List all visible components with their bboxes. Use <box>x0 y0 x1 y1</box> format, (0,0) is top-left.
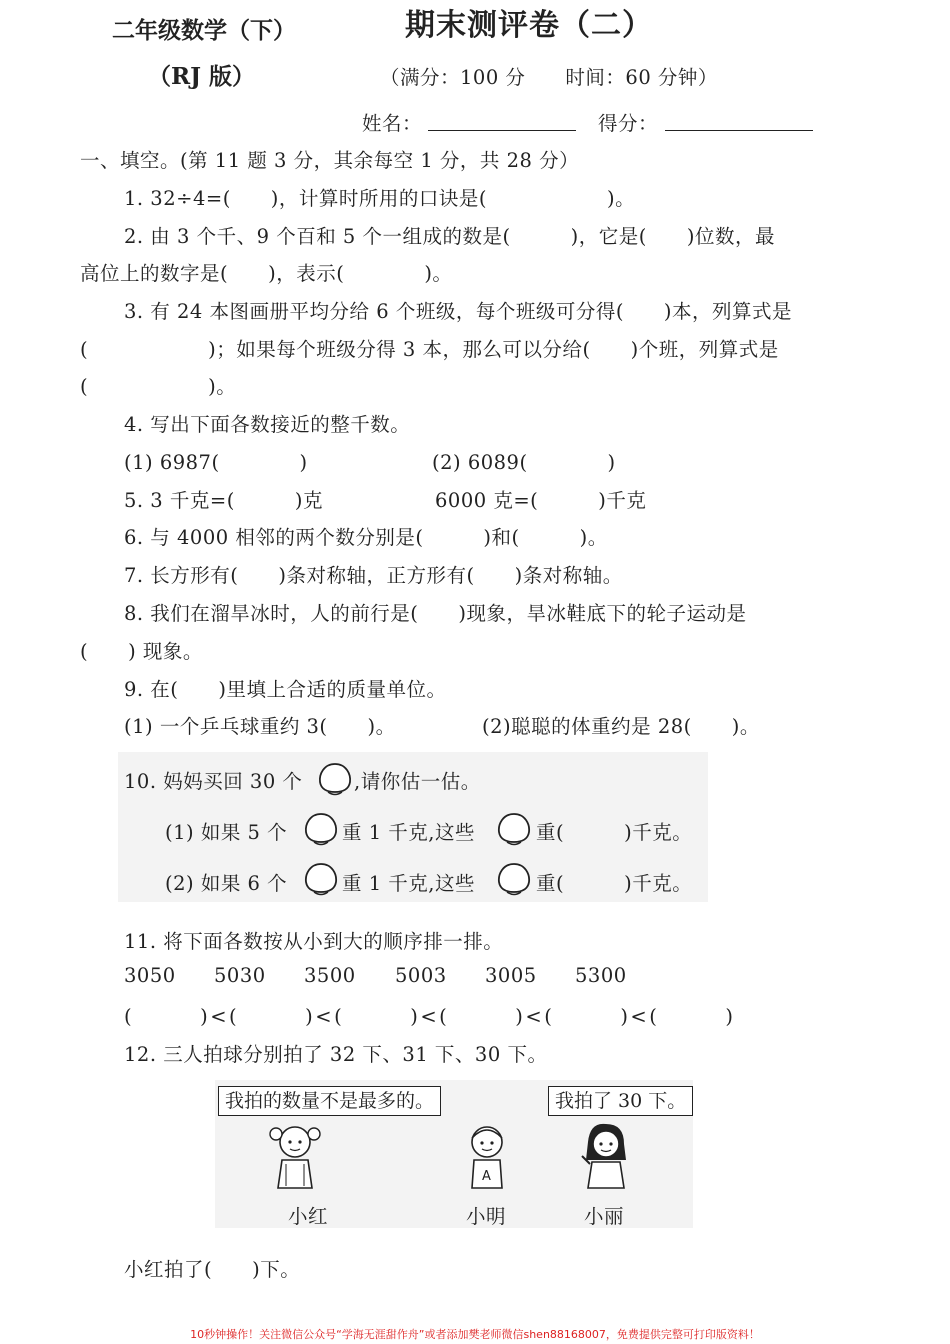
question-10-2b: 重 1 千克,这些 <box>342 872 476 895</box>
peach-icon <box>495 808 533 848</box>
question-10a: 10. 妈妈买回 30 个 <box>124 770 303 793</box>
question-2-line2: 高位上的数字是( )，表示( )。 <box>80 262 453 285</box>
peach-icon <box>495 858 533 898</box>
question-4b: (2) 6089( ) <box>432 451 616 474</box>
kid-name-xiaoming: 小明 <box>466 1205 507 1228</box>
question-12: 12. 三人拍球分别拍了 32 下、31 下、30 下。 <box>124 1043 548 1066</box>
girl-xiaoli-icon <box>570 1116 640 1200</box>
footer-note: 10秒钟操作！关注微信公众号“学海无涯甜作舟”或者添加樊老师微信shen88168007，免费提供完整可打印版资料！ <box>190 1328 760 1341</box>
question-10-1c: 重( )千克。 <box>536 821 693 844</box>
name-label: 姓名： <box>362 112 423 135</box>
name-blank[interactable] <box>428 130 576 131</box>
question-5b: 6000 克=( )千克 <box>435 489 647 512</box>
kid-name-xiaohong: 小红 <box>288 1205 329 1228</box>
question-9a: (1) 一个乒乓球重约 3( )。 <box>124 715 396 738</box>
question-7: 7. 长方形有( )条对称轴，正方形有( )条对称轴。 <box>124 564 623 587</box>
question-10-1b: 重 1 千克,这些 <box>342 821 476 844</box>
question-4a: (1) 6987( ) <box>124 451 308 474</box>
kid-name-xiaoli: 小丽 <box>584 1205 625 1228</box>
question-3-line3: ( )。 <box>80 375 237 398</box>
section-heading: 一、填空。(第 11 题 3 分，其余每空 1 分，共 28 分） <box>80 149 580 172</box>
peach-icon <box>302 808 340 848</box>
question-9b: (2)聪聪的体重约是 28( )。 <box>482 715 760 738</box>
q11-number: 5003 <box>395 964 447 987</box>
q11-number: 5300 <box>575 964 627 987</box>
question-8-line2: ( ) 现象。 <box>80 640 203 663</box>
question-2-line1: 2. 由 3 个千、9 个百和 5 个一组成的数是( )，它是( )位数，最 <box>124 225 775 248</box>
question-12-answer: 小红拍了( )下。 <box>124 1258 301 1281</box>
grade-title: 二年级数学（下） <box>112 17 296 44</box>
question-9: 9. 在( )里填上合适的质量单位。 <box>124 678 447 701</box>
question-10-1a: (1) 如果 5 个 <box>165 821 288 844</box>
edition-label: （RJ 版） <box>148 63 256 90</box>
boy-xiaoming-icon <box>452 1118 522 1200</box>
score-label: 得分： <box>598 112 659 135</box>
question-3-line2: ( )；如果每个班级分得 3 本，那么可以分给( )个班，列算式是 <box>80 338 779 361</box>
peach-icon <box>316 758 354 798</box>
q11-order-blanks: ( )<( )<( )<( )<( )<( ) <box>124 1005 736 1028</box>
score-blank[interactable] <box>665 130 813 131</box>
question-10b: ,请你估一估。 <box>354 770 481 793</box>
question-10-2c: 重( )千克。 <box>536 872 693 895</box>
question-5a: 5. 3 千克=( )克 <box>124 489 323 512</box>
peach-icon <box>302 858 340 898</box>
question-4: 4. 写出下面各数接近的整千数。 <box>124 413 411 436</box>
svg-text:A: A <box>482 1169 491 1184</box>
question-6: 6. 与 4000 相邻的两个数分别是( )和( )。 <box>124 526 608 549</box>
question-1: 1. 32÷4=( )，计算时所用的口诀是( )。 <box>124 187 636 210</box>
q11-number: 5030 <box>214 964 266 987</box>
exam-title: 期末测评卷（二） <box>405 8 653 43</box>
question-11: 11. 将下面各数按从小到大的顺序排一排。 <box>124 930 504 953</box>
question-10-2a: (2) 如果 6 个 <box>165 872 288 895</box>
question-8-line1: 8. 我们在溜旱冰时，人的前行是( )现象，旱冰鞋底下的轮子运动是 <box>124 602 747 625</box>
exam-meta: （满分：100 分 时间：60 分钟） <box>380 66 718 89</box>
speech-bubble-xiaohong: 我拍的数量不是最多的。 <box>218 1086 441 1116</box>
question-3-line1: 3. 有 24 本图画册平均分给 6 个班级，每个班级可分得( )本，列算式是 <box>124 300 793 323</box>
girl-xiaohong-icon <box>260 1118 330 1200</box>
q11-number: 3500 <box>304 964 356 987</box>
q11-number: 3005 <box>485 964 537 987</box>
speech-bubble-xiaoli: 我拍了 30 下。 <box>548 1086 693 1116</box>
q11-number: 3050 <box>124 964 176 987</box>
